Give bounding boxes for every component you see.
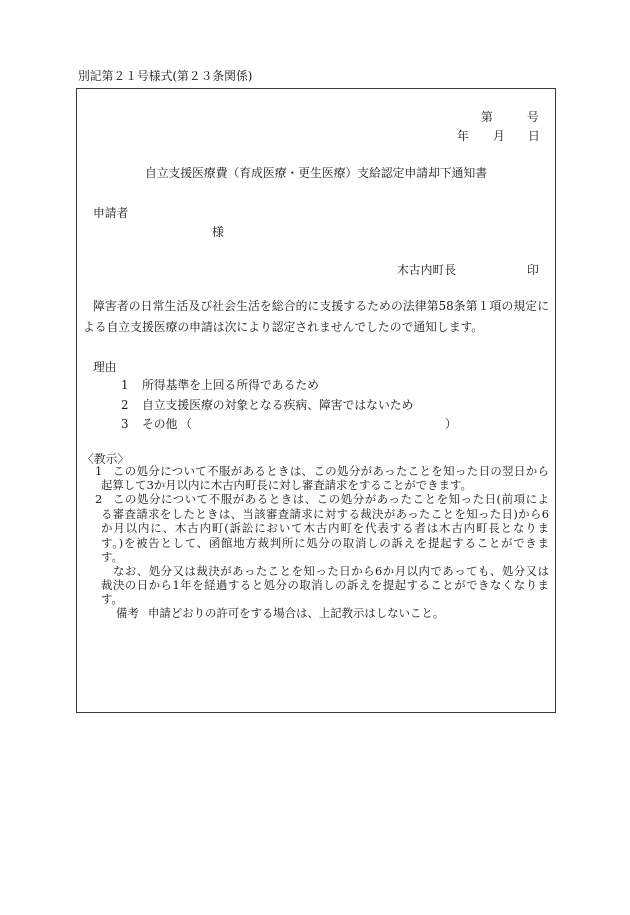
instruction-line: す。)を被告として、函館地方裁判所に処分の取消しの訴えを提起することができま — [101, 536, 549, 550]
document-title: 自立支援医療費（育成医療・更生医療）支給認定申請却下通知書 — [144, 166, 488, 180]
reason-number: 3 — [121, 417, 129, 431]
body-line: 障害者の日常生活及び社会生活を総合的に支援するための法律第58条第１項の規定に — [93, 299, 549, 313]
instruction-item-number: 2 — [95, 492, 103, 506]
instruction-note-line: す。 — [101, 592, 123, 606]
date-month: 月 — [493, 129, 505, 143]
instruction-line: る審査請求をしたときは、当該審査請求に対する裁決があったことを知った日)から6 — [101, 507, 549, 521]
reason-text: 自立支援医療の対象となる疾病、障害ではないため — [142, 398, 414, 412]
applicant-honorific: 様 — [212, 225, 224, 239]
date-day: 日 — [528, 129, 540, 143]
reason-number: 2 — [121, 398, 129, 412]
remarks-text: 申請どおりの許可をする場合は、上記教示はしないこと。 — [148, 606, 445, 620]
reason-text: 所得基準を上回る所得であるため — [142, 378, 319, 392]
body-line: よる自立支援医療の申請は次により認定されませんでしたので通知します。 — [83, 320, 484, 334]
reason-number: 1 — [121, 378, 129, 392]
instruction-heading: 〈教示〉 — [82, 452, 130, 466]
reason-open-paren: （ — [180, 417, 192, 431]
instruction-line: この処分について不服があるときは、この処分があったことを知った日の翌日から — [113, 464, 549, 478]
remarks-label: 備考 — [116, 606, 139, 620]
instruction-line: か月以内に、木古内町(訴訟において木古内町を代表する者は木古内町長となりま — [101, 521, 549, 535]
seal-mark: 印 — [527, 263, 539, 277]
instruction-item-number: 1 — [95, 464, 103, 478]
date-year: 年 — [457, 129, 469, 143]
number-suffix: 号 — [527, 110, 539, 124]
instruction-line: この処分について不服があるときは、この処分があったことを知った日(前項によ — [113, 492, 549, 506]
instruction-line: 起算して3か月以内に木古内町長に対し審査請求をすることができます。 — [101, 478, 472, 492]
reason-close-paren: ） — [445, 417, 457, 431]
number-prefix: 第 — [481, 110, 493, 124]
instruction-note-line: 裁決の日から1年を経過すると処分の取消しの訴えを提起することができなくなりま — [101, 578, 549, 592]
applicant-label: 申請者 — [93, 206, 129, 220]
form-label: 別記第２１号様式(第２３条関係) — [78, 69, 253, 83]
reasons-heading: 理由 — [93, 360, 117, 374]
instruction-line: す。 — [101, 550, 123, 564]
issuer-name: 木古内町長 — [397, 263, 456, 277]
instruction-note-line: なお、処分又は裁決があったことを知った日から6か月以内であっても、処分又は — [113, 564, 549, 578]
reason-text: その他 — [142, 417, 178, 431]
